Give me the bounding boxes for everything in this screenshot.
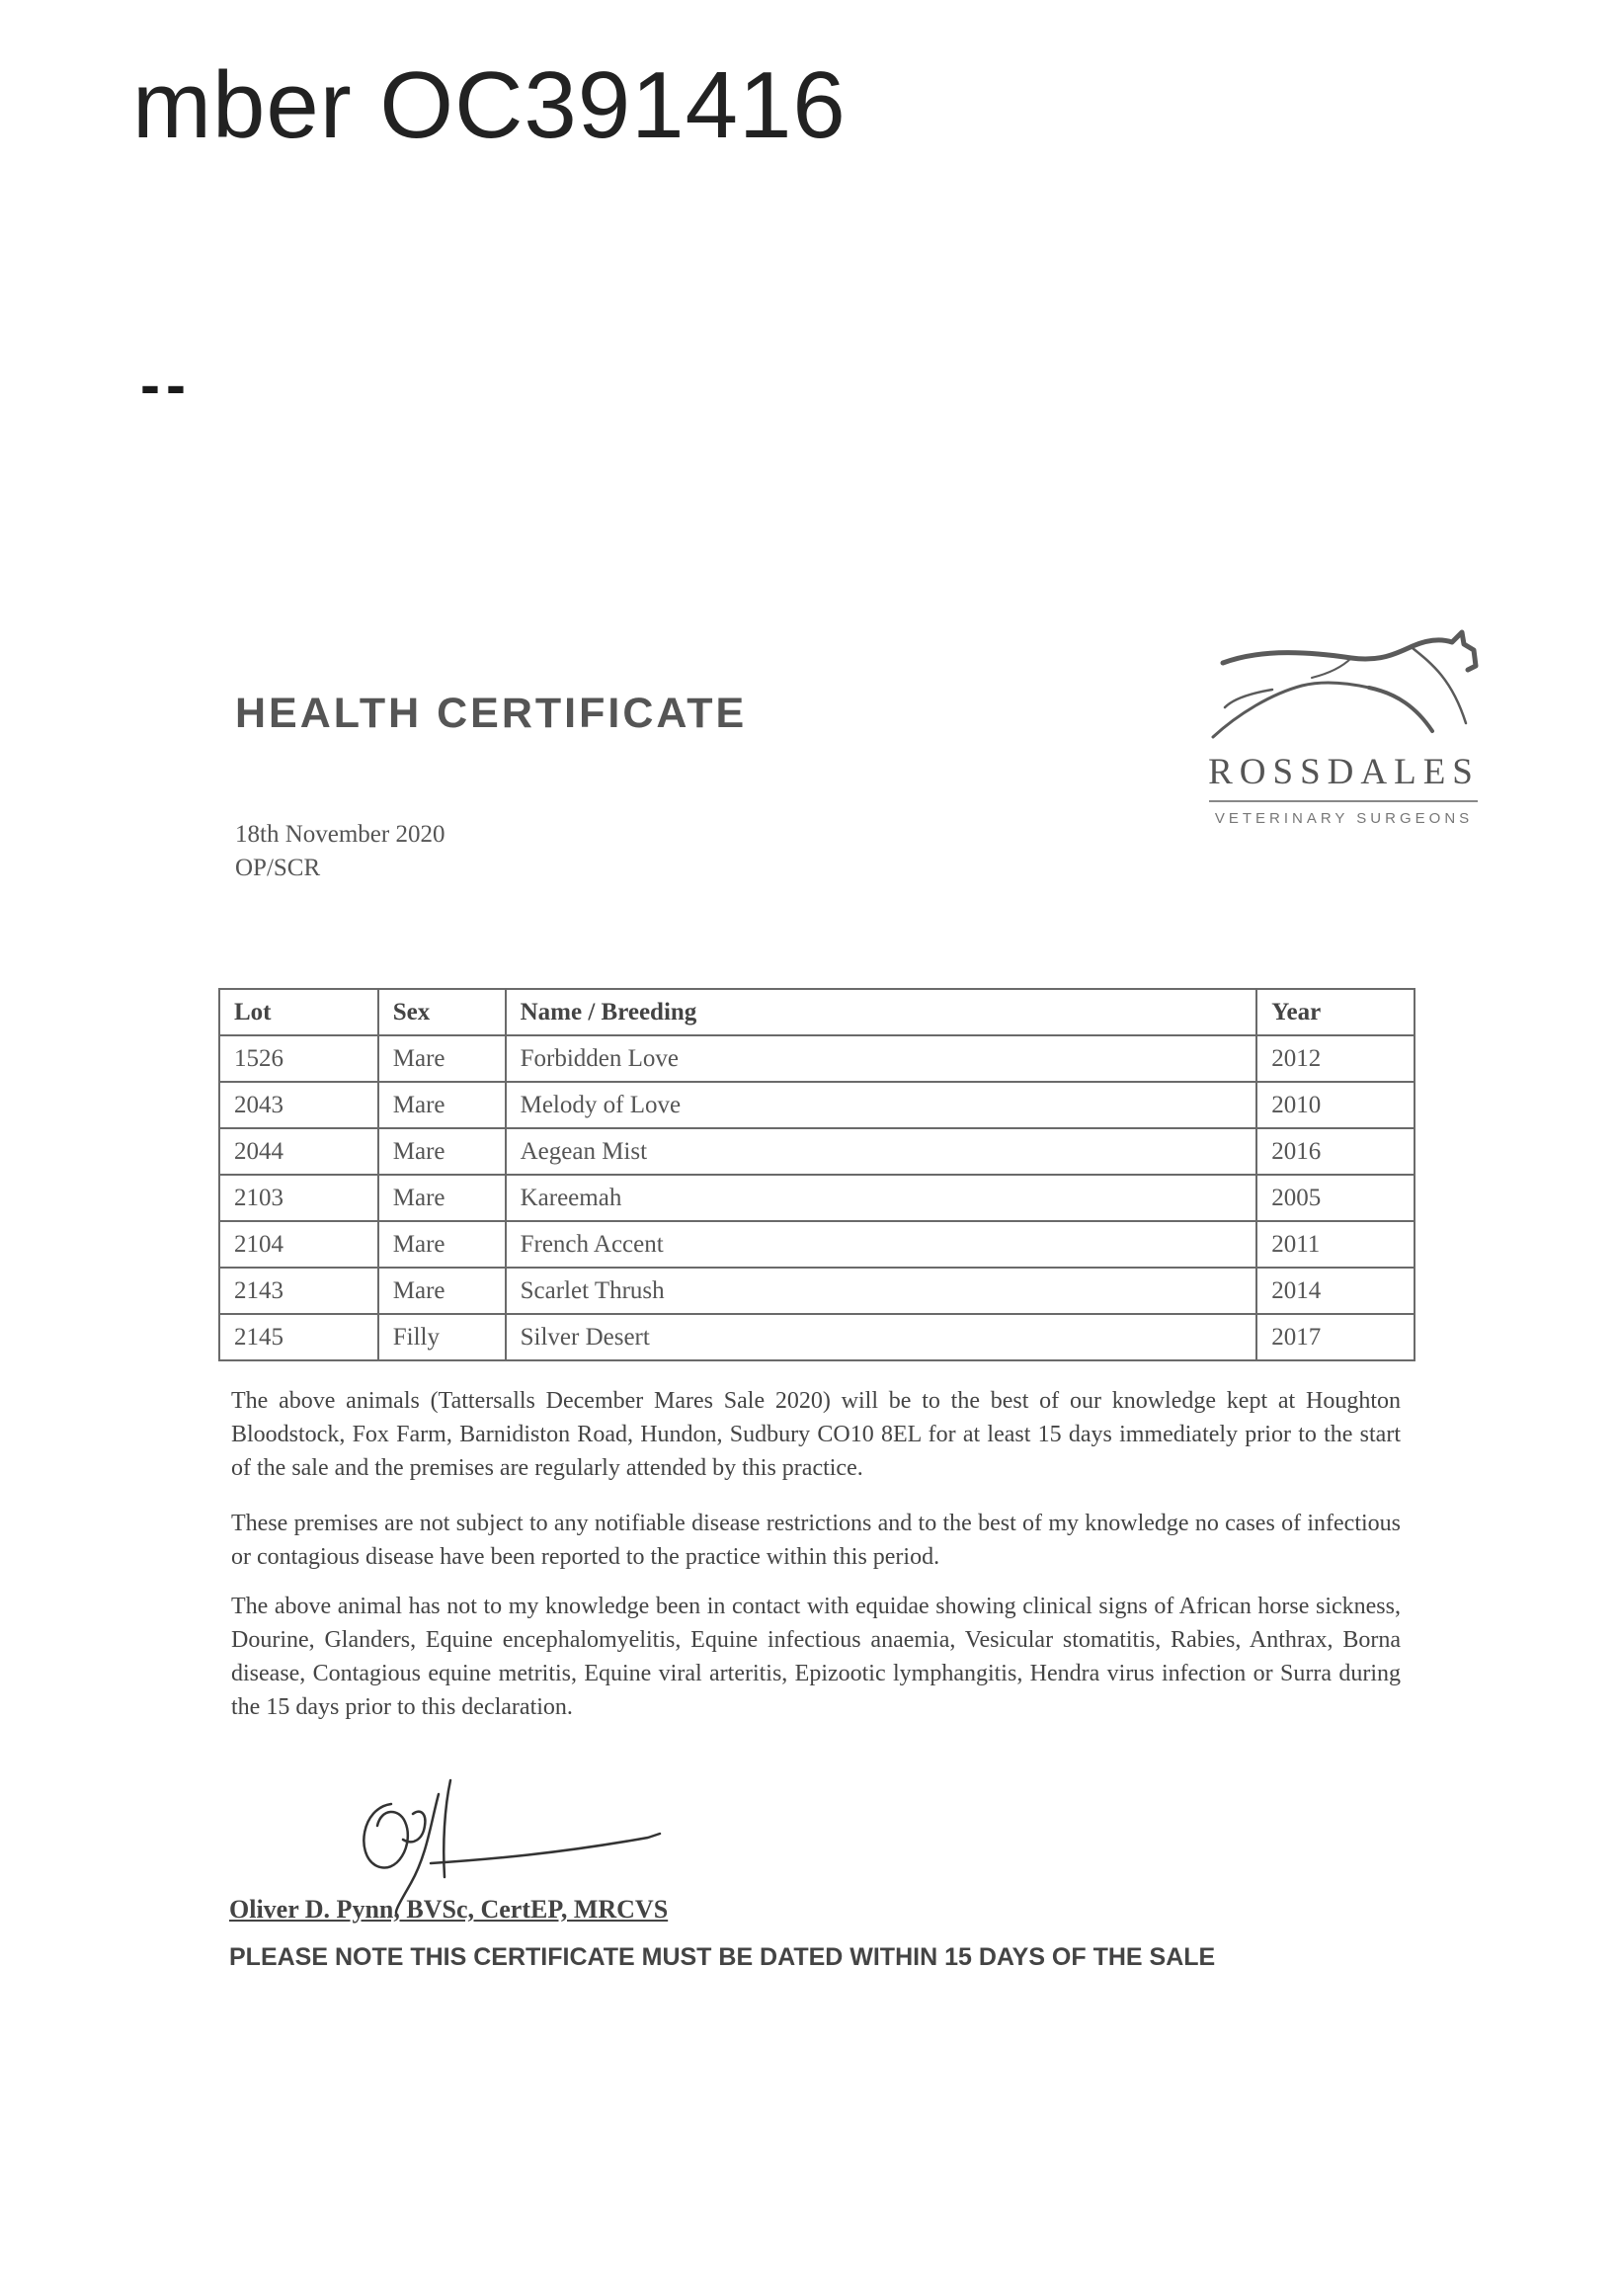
table-row xyxy=(219,1175,1415,1221)
certificate-meta xyxy=(235,818,445,885)
lot-cell: 2104 xyxy=(219,1221,378,1268)
certificate-title: HEALTH CERTIFICATE xyxy=(235,690,748,737)
logo-divider xyxy=(1209,800,1478,802)
name-cell: Kareemah xyxy=(506,1175,1257,1221)
year-cell: 2010 xyxy=(1256,1082,1415,1128)
paragraph-declaration: The above animal has not to my knowledge been in contact with equidae showing clinical signs of African horse sickness, Dourine, Glanders, Equine encephalomyelitis, Equine infectious anaemia, Vesicular stomatitis, Rabies, Anthrax, Borna disease, Contagious equine metritis, Equine viral arteritis, Epizootic lymphangitis, Hendra virus infection or Surra during the 15 days prior to this declaration. xyxy=(231,1594,1401,1720)
paragraph-restrictions: These premises are not subject to any notifiable disease restrictions and to the best of my knowledge no cases of infectious or contagious disease have been reported to the practice within this period. xyxy=(231,1511,1401,1570)
name-cell: Scarlet Thrush xyxy=(506,1268,1257,1314)
column-header-lot: Lot xyxy=(219,989,378,1035)
year-cell: 2014 xyxy=(1256,1268,1415,1314)
year-cell: 2012 xyxy=(1256,1035,1415,1082)
name-cell: Melody of Love xyxy=(506,1082,1257,1128)
name-cell: Silver Desert xyxy=(506,1314,1257,1360)
year-cell: 2016 xyxy=(1256,1128,1415,1175)
paragraph-location: The above animals (Tattersalls December Mares Sale 2020) will be to the best of our knowledge kept at Houghton Bloodstock, Fox Farm, Barnidiston Road, Hundon, Sudbury CO10 8EL for at least 15 days immediately prior to the start of the sale and the premises are regularly attended by this practice. xyxy=(231,1388,1401,1481)
sex-cell: Mare xyxy=(378,1035,506,1082)
year-cell: 2017 xyxy=(1256,1314,1415,1360)
document-number-header: mber OC391416 xyxy=(132,52,847,158)
year-cell: 2011 xyxy=(1256,1221,1415,1268)
table-header-row xyxy=(219,989,1415,1035)
name-cell: Aegean Mist xyxy=(506,1128,1257,1175)
sex-cell: Mare xyxy=(378,1128,506,1175)
lot-cell: 2143 xyxy=(219,1268,378,1314)
galloping-horse-icon xyxy=(1203,628,1485,747)
sex-cell: Mare xyxy=(378,1082,506,1128)
certificate-reference: OP/SCR xyxy=(235,855,321,881)
sex-cell: Mare xyxy=(378,1175,506,1221)
rossdales-logo xyxy=(1203,628,1485,836)
table-row xyxy=(219,1082,1415,1128)
table-row xyxy=(219,1268,1415,1314)
logo-wordmark: ROSSDALES xyxy=(1208,752,1480,792)
lot-cell: 2103 xyxy=(219,1175,378,1221)
signatory-name: Oliver D. Pynn, BVSc, CertEP, MRCVS xyxy=(229,1895,669,1924)
lot-cell: 2145 xyxy=(219,1314,378,1360)
table-row xyxy=(219,1314,1415,1360)
table-row xyxy=(219,1128,1415,1175)
lot-cell: 2043 xyxy=(219,1082,378,1128)
lot-cell: 2044 xyxy=(219,1128,378,1175)
logo-subtitle: VETERINARY SURGEONS xyxy=(1214,810,1474,827)
sex-cell: Mare xyxy=(378,1221,506,1268)
dating-notice: PLEASE NOTE THIS CERTIFICATE MUST BE DATED WITHIN 15 DAYS OF THE SALE xyxy=(229,1943,1216,1971)
lots-table xyxy=(218,988,1415,1361)
sex-cell: Mare xyxy=(378,1268,506,1314)
name-cell: Forbidden Love xyxy=(506,1035,1257,1082)
certificate-date: 18th November 2020 xyxy=(235,821,445,848)
dash-mark: -- xyxy=(140,352,192,418)
lot-cell: 1526 xyxy=(219,1035,378,1082)
column-header-sex: Sex xyxy=(378,989,506,1035)
column-header-year: Year xyxy=(1256,989,1415,1035)
sex-cell: Filly xyxy=(378,1314,506,1360)
name-cell: French Accent xyxy=(506,1221,1257,1268)
table-row xyxy=(219,1035,1415,1082)
column-header-name: Name / Breeding xyxy=(506,989,1257,1035)
table-row xyxy=(219,1221,1415,1268)
year-cell: 2005 xyxy=(1256,1175,1415,1221)
